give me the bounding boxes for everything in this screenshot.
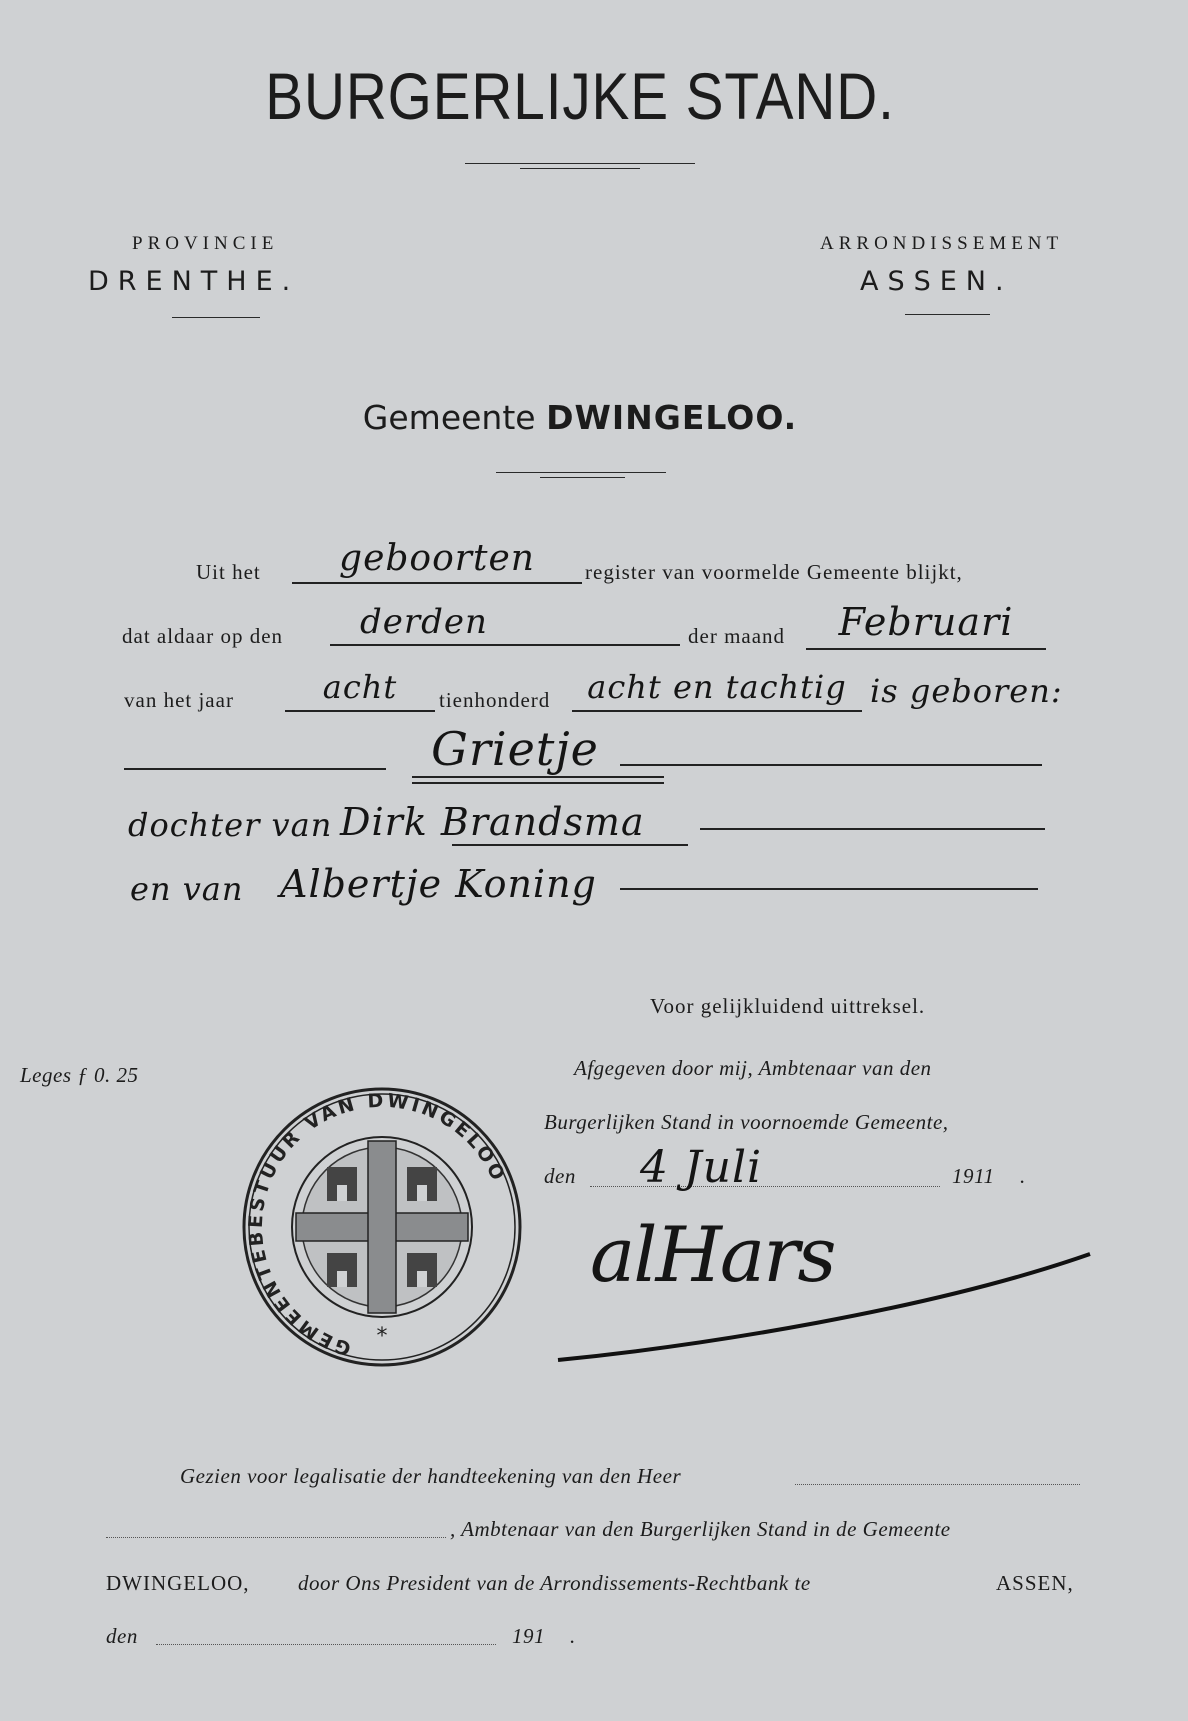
municipality-name: DWINGELOO. (546, 398, 798, 437)
legal-dotline2 (106, 1537, 446, 1538)
date-year: 1911 (952, 1164, 995, 1188)
line2-mid: der maand (688, 624, 786, 648)
mother-line (620, 888, 1038, 890)
mother-prefix: en van (130, 870, 244, 908)
issued-line1: Afgegeven door mij, Ambtenaar van den (574, 1056, 932, 1080)
signature-flourish (550, 1250, 1100, 1370)
father-name-underline (452, 844, 688, 846)
day-field: derden (330, 602, 680, 646)
province-rule (172, 317, 260, 318)
municipality-rule (496, 472, 666, 473)
line2-start: dat aldaar op den (122, 624, 284, 648)
register-type: geboorten (292, 538, 582, 584)
municipality-heading (0, 398, 1160, 437)
year-part2-field: acht en tachtig (572, 668, 862, 712)
father-line (700, 828, 1045, 830)
legal-line1: Gezien voor legalisatie der handteekening van den Heer (180, 1464, 682, 1488)
legal-line3-text: door Ons President van de Arrondissements-Rechtbank te (298, 1571, 811, 1595)
line1-start: Uit het (196, 560, 261, 584)
child-name-underline-1 (412, 776, 664, 778)
year-part1-field: acht (285, 668, 435, 712)
district-label: ARRONDISSEMENT (820, 233, 1064, 254)
legal-line4-year: 191 (512, 1624, 545, 1648)
name-line-right (620, 764, 1042, 766)
legal-line4-end: . (570, 1624, 576, 1648)
district-value: ASSEN. (860, 266, 1013, 297)
mother-name: Albertje Koning (280, 862, 597, 906)
date-value: 4 Juli (640, 1142, 763, 1193)
line1-end: register van voormelde Gemeente blijkt, (585, 560, 963, 584)
municipality-prefix: Gemeente (362, 398, 536, 437)
legal-dotline1 (795, 1484, 1080, 1485)
signature: alHars (590, 1210, 835, 1299)
municipality-rule-short (540, 477, 625, 478)
legal-line2: , Ambtenaar van den Burgerlijken Stand in de Gemeente (450, 1517, 951, 1541)
legal-dotline4 (156, 1644, 496, 1645)
month-field: Februari (806, 600, 1046, 650)
coat-of-arms-icon (296, 1141, 468, 1313)
conform-text: Voor gelijkluidend uittreksel. (650, 994, 926, 1018)
father-name: Dirk Brandsma (340, 800, 645, 844)
legal-line3-place: DWINGELOO, (106, 1571, 250, 1595)
district-rule (905, 314, 990, 315)
seal-star: * (376, 1324, 388, 1349)
born-text: is geboren: (870, 672, 1063, 710)
legal-line4-prefix: den (106, 1624, 138, 1648)
date-year-end: . (1020, 1164, 1026, 1188)
date-prefix: den (544, 1164, 576, 1188)
father-prefix: dochter van (128, 806, 333, 844)
title-rule-short (520, 168, 640, 169)
name-line-left (124, 768, 386, 770)
line3-mid: tienhonderd (439, 688, 551, 712)
title-rule (465, 163, 695, 164)
child-name: Grietje (431, 722, 599, 776)
issued-line2: Burgerlijken Stand in voornoemde Gemeente, (544, 1110, 949, 1134)
document-title: BURGERLIJKE STAND. (265, 59, 895, 133)
line3-start: van het jaar (124, 688, 234, 712)
legal-line3-city: ASSEN, (996, 1571, 1074, 1595)
municipal-seal (240, 1085, 525, 1370)
seal-text: GEMEENTEBESTUUR VAN DWINGELOO (244, 1089, 510, 1360)
fee-text: Leges ƒ 0. 25 (20, 1063, 139, 1087)
province-value: DRENTHE. (88, 266, 300, 297)
province-label: PROVINCIE (132, 233, 279, 254)
child-name-underline-2 (412, 782, 664, 784)
